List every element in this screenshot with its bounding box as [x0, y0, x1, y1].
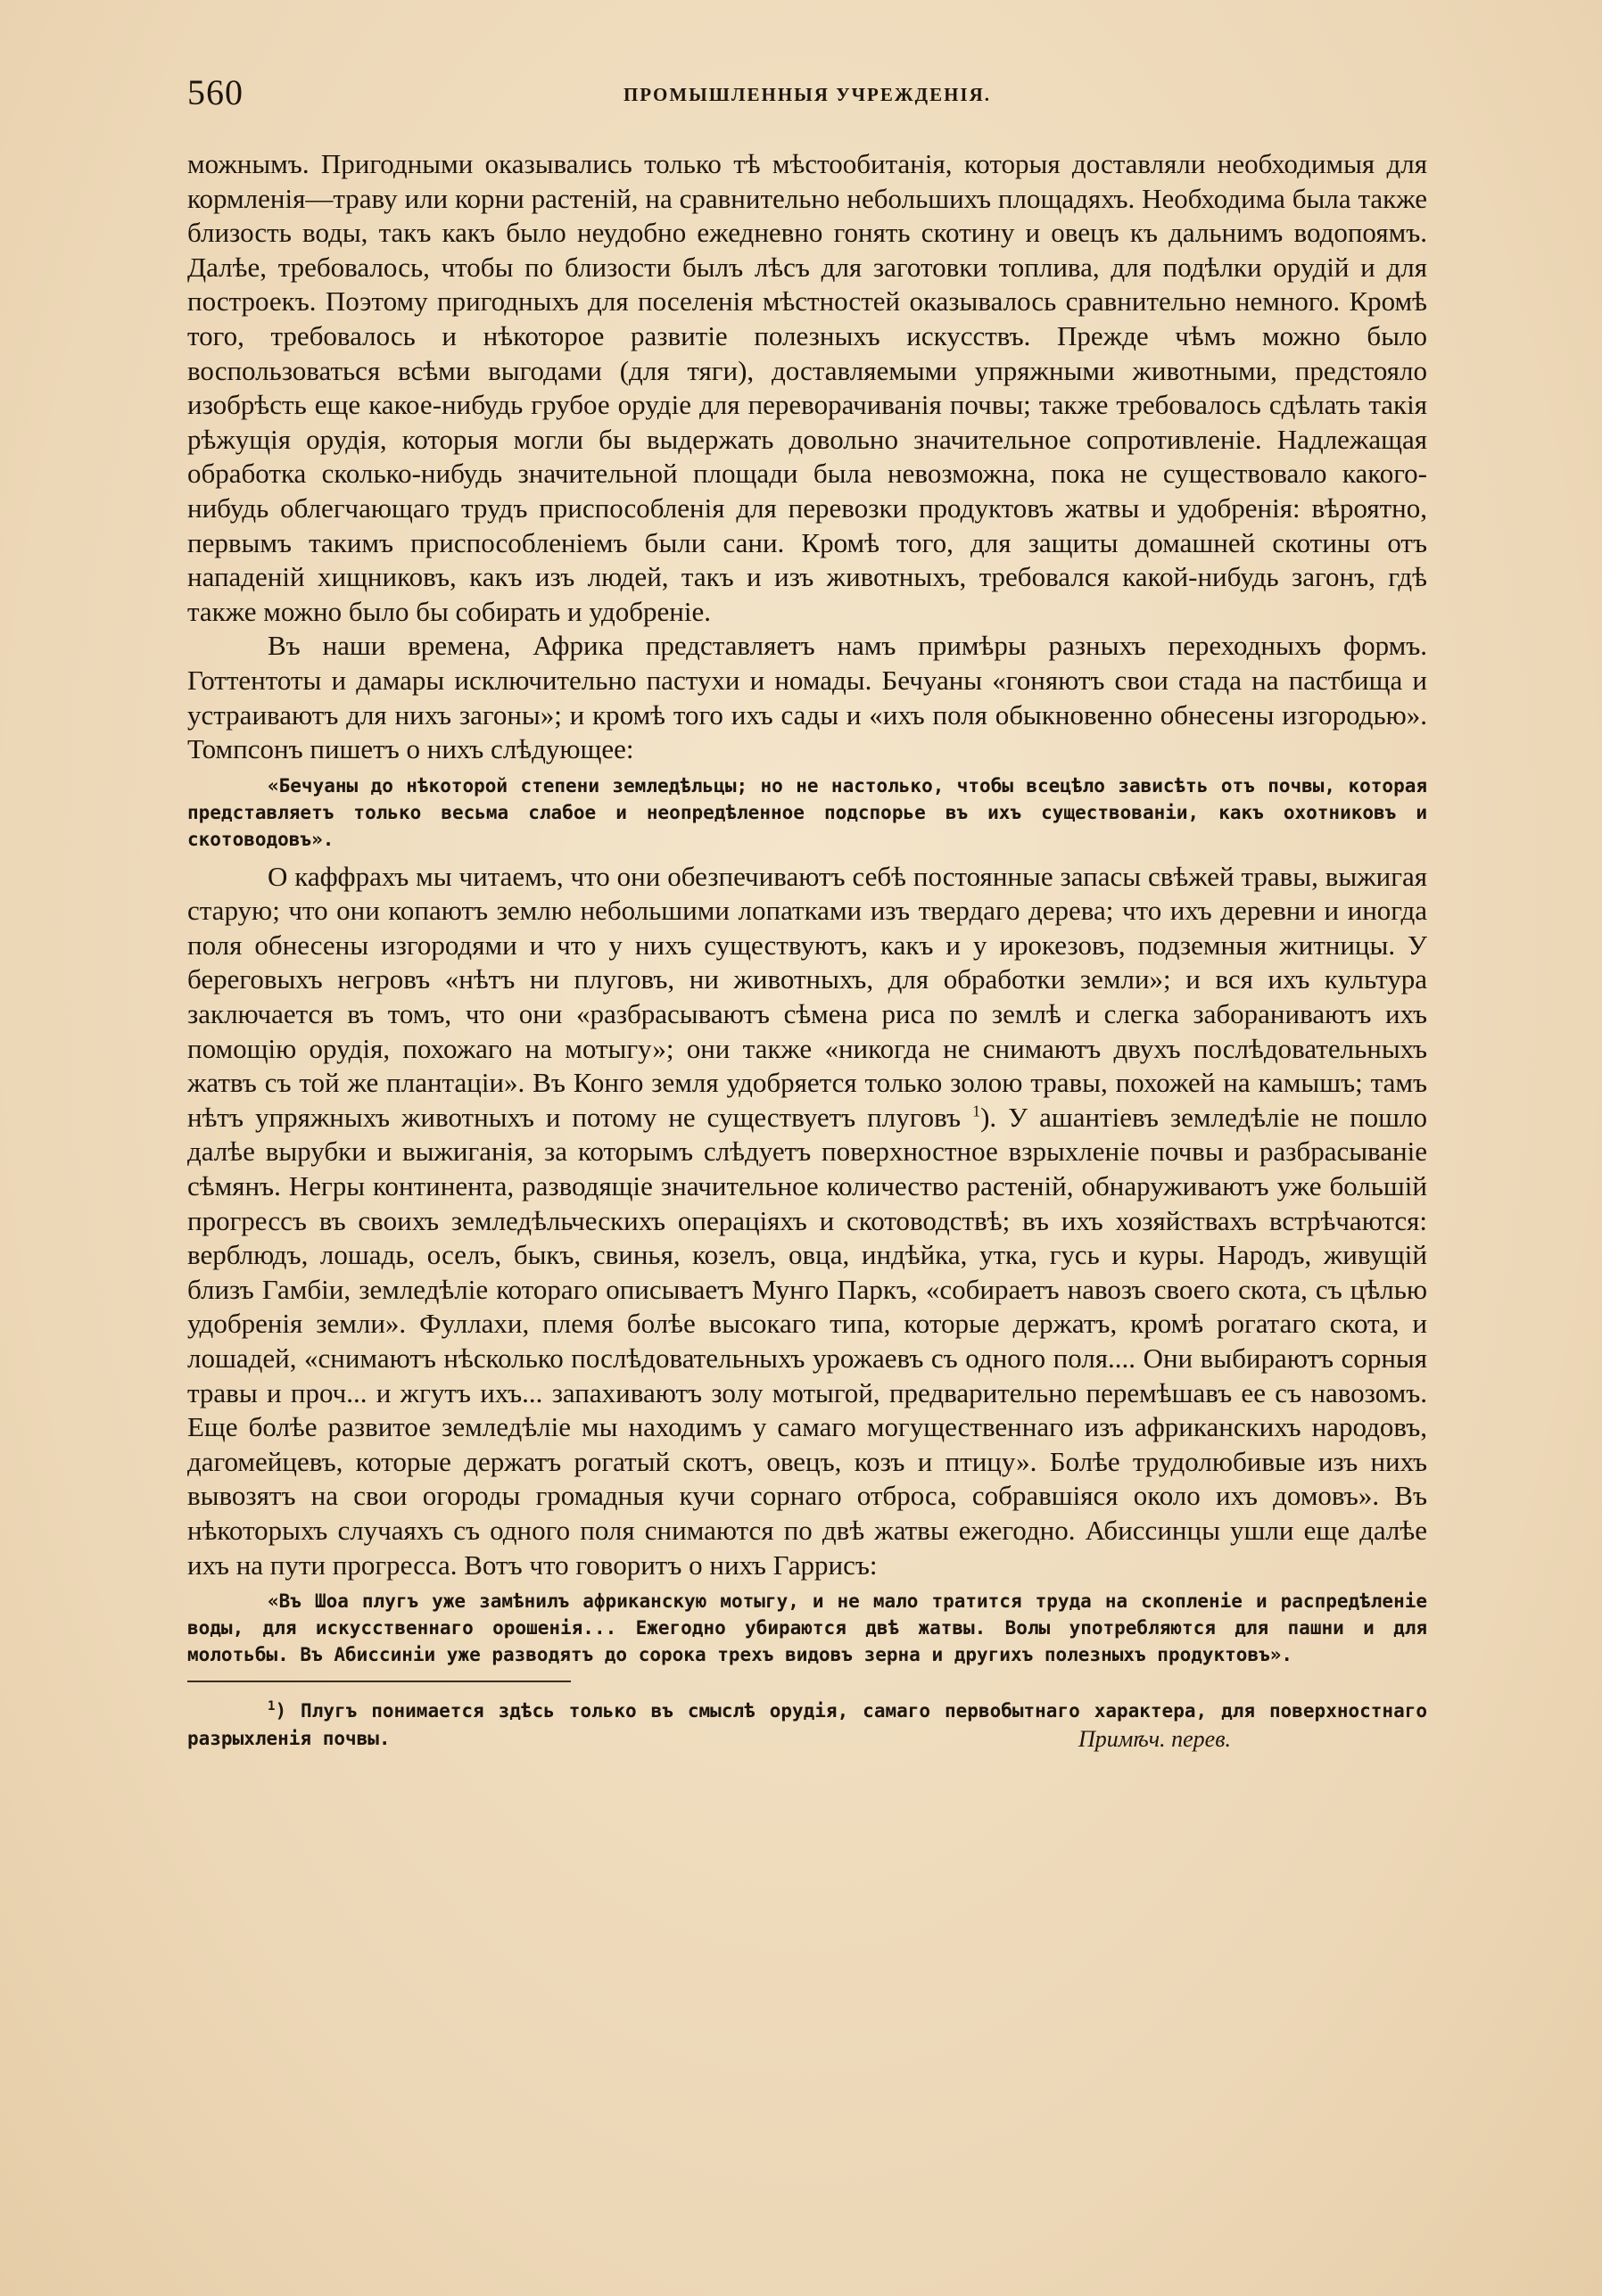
quote-thompson: «Бечуаны до нѣкоторой степени земледѣльцы; но не настолько, чтобы всецѣло зависѣть отъ почвы, которая представляетъ только весьма слабое и неопредѣленное подспорье въ ихъ существованіи, какъ охотниковъ и скотоводовъ». — [187, 774, 1427, 850]
footnote-marker: 1 — [268, 1699, 276, 1714]
page-header — [187, 71, 1427, 125]
paragraph-3-part-2: ). У ашантіевъ земледѣліе не пошло далѣе вырубки и выжиганія, за которымъ слѣдуетъ поверхностное взрыхленіе почвы и разбрасываніе сѣмянъ. Негры континента, разводящіе значительное количество растеній, обнаруживаютъ уже большій прогрессъ въ своихъ земледѣльческихъ операціяхъ и скотоводствѣ; въ ихъ хозяйствахъ встрѣчаются: верблюдъ, лошадь, оселъ, быкъ, свинья, козелъ, овца, индѣйка, утка, гусь и куры. Народъ, живущій близъ Гамбіи, земледѣліе котораго описываетъ Мунго Паркъ, «собираетъ навозъ своего скота, съ цѣлью удобренія земли». Фуллахи, племя болѣе высокаго типа, которые держатъ, кромѣ рогатаго скота, и лошадей, «снимаютъ нѣсколько послѣдовательныхъ урожаевъ съ одного поля.... Они выбираютъ сорныя травы и проч... и жгутъ ихъ... запахиваютъ золу мотыгой, предварительно перемѣшавъ ее съ навозомъ. Еще болѣе развитое земледѣліе мы находимъ у самаго могущественнаго изъ африканскихъ народовъ, дагомейцевъ, которые держатъ рогатый скотъ, овецъ, козъ и птицу». Болѣе трудолюбивые изъ нихъ вывозятъ на свои огороды громадныя кучи сорнаго отброса, собравшіяся около ихъ домовъ». Въ нѣкоторыхъ случаяхъ съ одного поля снимаются по двѣ жатвы ежегодно. Абиссинцы ушли еще далѣе ихъ на пути прогресса. Вотъ что говоритъ о нихъ Гаррисъ: — [187, 1101, 1428, 1581]
footnote-attribution: Примѣч. перев. — [1078, 1726, 1231, 1753]
quote-harris: «Въ Шоа плугъ уже замѣнилъ африканскую мотыгу, и не мало тратится труда на скопленіе и распредѣленіе воды, для искусственнаго орошенія... Ежегодно убираются двѣ жатвы. Волы употребляются для пашни и для молотьбы. Въ Абиссиніи уже разводятъ до сорока трехъ видовъ зерна и другихъ полезныхъ продуктовъ». — [187, 1590, 1427, 1666]
footnote — [187, 1693, 1427, 1753]
footnote-reference: 1 — [972, 1102, 981, 1120]
paragraph-3-part-1: О каффрахъ мы читаемъ, что они обезпечиваютъ себѣ постоянные запасы свѣжей травы, выжигая старую; что они копаютъ землю небольшими лопатками изъ твердаго дерева; что ихъ деревни и иногда поля обнесены изгородями и что у нихъ существуютъ, какъ и у ирокезовъ, подземныя житницы. У береговыхъ негровъ «нѣтъ ни плуговъ, ни животныхъ, для обработки земли»; и вся ихъ культура заключается въ томъ, что они «разбрасываютъ сѣмена риса по землѣ и слегка забораниваютъ ихъ помощію орудія, похожаго на мотыгу»; они также «никогда не снимаютъ двухъ послѣдовательныхъ жатвъ съ той же плантаціи». Въ Конго земля удобряется только золою травы, похожей на камышъ; тамъ нѣтъ упряжныхъ животныхъ и потому не существуетъ плуговъ — [187, 860, 1427, 1133]
paragraph-1: можнымъ. Пригодными оказывались только тѣ мѣстообитанія, которыя доставляли необходимыя для кормленія—траву или корни растеній, на сравнительно небольшихъ площадяхъ. Необходима была также близость воды, такъ какъ было неудобно ежедневно гонять скотину и овецъ къ дальнимъ водопоямъ. Далѣе, требовалось, чтобы по близости былъ лѣсъ для заготовки топлива, для подѣлки орудій и для построекъ. Поэтому пригодныхъ для поселенія мѣстностей оказывалось сравнительно немного. Кромѣ того, требовалось и нѣкоторое развитіе полезныхъ искусствъ. Прежде чѣмъ можно было воспользоваться всѣми выгодами (для тяги), доставляемыми упряжными животными, предстояло изобрѣсть еще какое-нибудь грубое орудіе для переворачиванія почвы; также требовалось сдѣлать такія рѣжущія орудія, которыя могли бы выдержать довольно значительное сопротивленіе. Надлежащая обработка сколько-нибудь значительной площади была невозможна, пока не существовало какого-нибудь облегчающаго трудъ приспособленія для перевозки продуктовъ жатвы и удобренія: вѣроятно, первымъ такимъ приспособленіемъ были сани. Кромѣ того, для защиты домашней скотины отъ нападеній хищниковъ, какъ изъ людей, такъ и изъ животныхъ, требовался какой-нибудь загонъ, гдѣ также можно было бы собирать и удобреніе. — [187, 148, 1427, 627]
paragraph-3 — [187, 860, 1427, 1582]
body-text — [187, 147, 1427, 1753]
footnote-divider — [187, 1681, 571, 1682]
page-number: 560 — [187, 72, 244, 112]
paragraph-2: Въ наши времена, Африка представляетъ намъ примѣры разныхъ переходныхъ формъ. Готтентоты и дамары исключительно пастухи и номады. Бечуаны «гоняютъ свои стада на пастбища и устраиваютъ для нихъ загоны»; и кромѣ того ихъ сады и «ихъ поля обыкновенно обнесены изгородью». Томпсонъ пишетъ о нихъ слѣдующее: — [187, 630, 1427, 765]
footnote-text: ) Плугъ понимается здѣсь только въ смыслѣ орудія, самаго первобытнаго характера, для поверхностнаго разрыхленія почвы. — [187, 1700, 1427, 1750]
running-head: ПРОМЫШЛЕННЫЯ УЧРЕЖДЕНІЯ. — [623, 84, 992, 105]
